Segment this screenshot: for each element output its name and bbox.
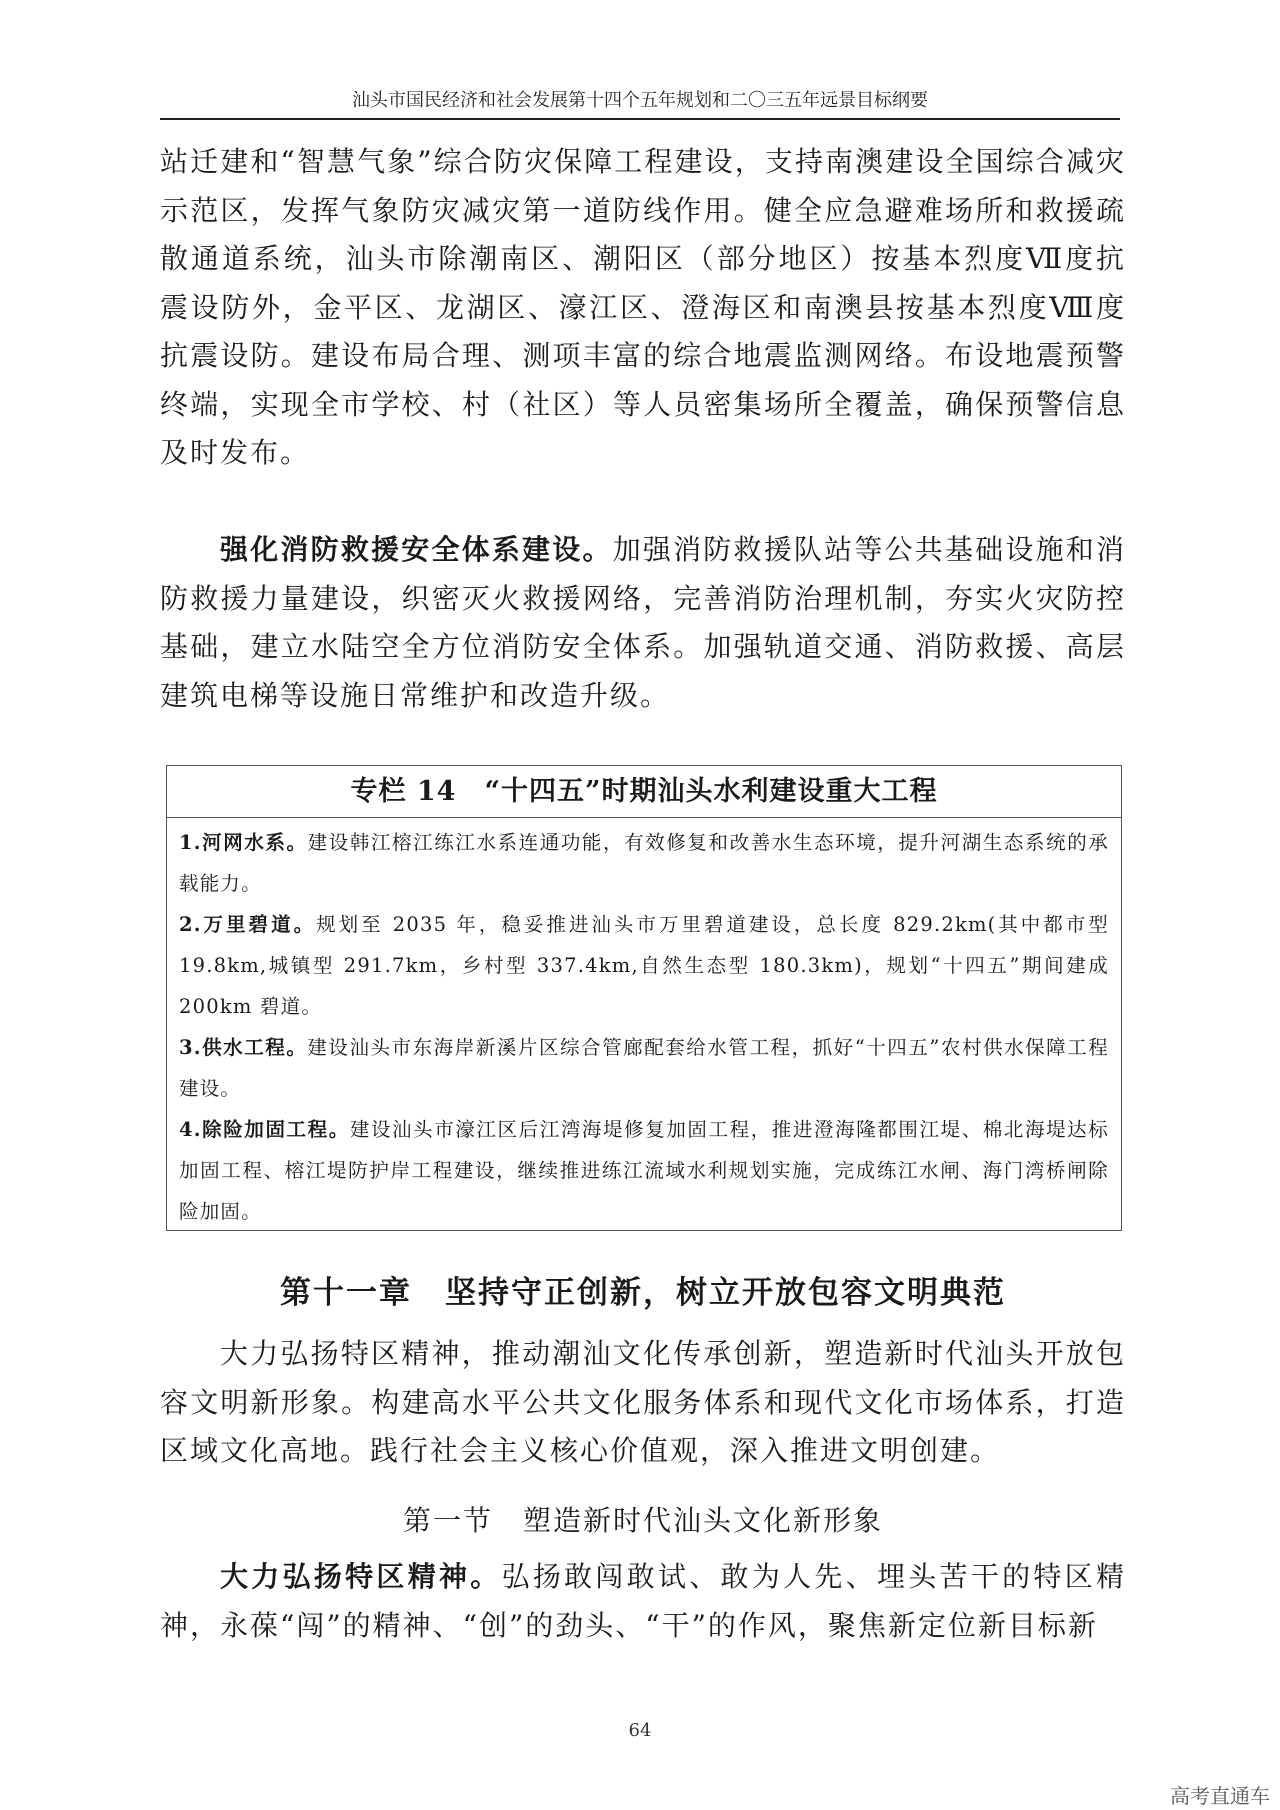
chapter-paragraph: 大力弘扬特区精神，推动潮汕文化传承创新，塑造新时代汕头开放包容文明新形象。构建高水平公共文化服务体系和现代文化市场体系，打造区域文化高地。践行社会主义核心价值观，深入推进文明创建。 — [160, 1337, 1126, 1467]
document-header-title: 汕头市国民经济和社会发展第十四个五年规划和二〇三五年远景目标纲要 — [352, 90, 928, 111]
column-item-heading: 4.除险加固工程。 — [179, 1118, 350, 1141]
fire-paragraph — [160, 526, 1126, 720]
column-item-3 — [179, 1027, 1109, 1109]
fire-section — [160, 526, 1126, 720]
column-item-2 — [179, 904, 1109, 1027]
page-number: 64 — [628, 1720, 652, 1741]
intro-section — [160, 138, 1126, 478]
watermark-text: 高考直通车 — [1170, 1784, 1270, 1808]
intro-paragraph: 站迁建和“智慧气象”综合防灾保障工程建设，支持南澳建设全国综合减灾示范区，发挥气象防灾减灾第一道防线作用。健全应急避难场所和救援疏散通道系统，汕头市除潮南区、潮阳区（部分地区）按基本烈度Ⅶ度抗震设防外，金平区、龙湖区、濠江区、澄海区和南澳县按基本烈度Ⅷ度抗震设防。建设布局合理、测项丰富的综合地震监测网络。布设地震预警终端，实现全市学校、村（社区）等人员密集场所全覆盖，确保预警信息及时发布。 — [160, 145, 1126, 469]
chapter-title: 第十一章 坚持守正创新，树立开放包容文明典范 — [280, 1275, 1006, 1311]
column-item-text: 建设韩江榕江练江水系连通功能，有效修复和改善水生态环境，提升河湖生态系统的承载能力。 — [179, 831, 1109, 895]
column-item-text: 建设汕头市濠江区后江湾海堤修复加固工程，推进澄海隆都围江堤、棉北海堤达标加固工程、榕江堤防护岸工程建设，继续推进练江流域水利规划实施，完成练江水闸、海门湾桥闸除险加固。 — [179, 1118, 1109, 1223]
spirit-paragraph — [160, 1553, 1126, 1650]
spirit-paragraph-text: 弘扬敢闯敢试、敢为人先、埋头苦干的特区精神，永葆“闯”的精神、“创”的劲头、“干”的作风，聚焦新定位新目标新 — [160, 1560, 1126, 1642]
fire-paragraph-heading: 强化消防救援安全体系建设。 — [220, 533, 613, 566]
spirit-section — [160, 1553, 1126, 1650]
chapter-intro-section — [160, 1330, 1126, 1476]
column-item-1 — [179, 822, 1109, 904]
section-title: 第一节 塑造新时代汕头文化新形象 — [402, 1504, 883, 1537]
column-item-4 — [179, 1109, 1109, 1232]
header-divider — [160, 118, 1120, 120]
column-box — [166, 765, 1122, 1231]
column-item-text: 建设汕头市东海岸新溪片区综合管廊配套给水管工程，抓好“十四五”农村供水保障工程建设。 — [179, 1036, 1109, 1100]
column-item-heading: 2.万里碧道。 — [179, 913, 317, 936]
column-item-heading: 3.供水工程。 — [179, 1036, 308, 1059]
column-box-body — [179, 822, 1109, 1232]
fire-paragraph-text: 加强消防救援队站等公共基础设施和消防救援力量建设，织密灭火救援网络，完善消防治理机制，夯实火灾防控基础，建立水陆空全方位消防安全体系。加强轨道交通、消防救援、高层建筑电梯等设施日常维护和改造升级。 — [160, 533, 1126, 712]
spirit-paragraph-heading: 大力弘扬特区精神。 — [220, 1560, 502, 1593]
column-item-text: 规划至 2035 年，稳妥推进汕头市万里碧道建设，总长度 829.2km(其中都市型 19.8km,城镇型 291.7km，乡村型 337.4km,自然生态型 180.3km)，规划“十四五”期间建成 200km 碧道。 — [179, 913, 1109, 1018]
column-box-title: 专栏 14 “十四五”时期汕头水利建设重大工程 — [167, 766, 1121, 818]
column-item-heading: 1.河网水系。 — [179, 831, 308, 854]
